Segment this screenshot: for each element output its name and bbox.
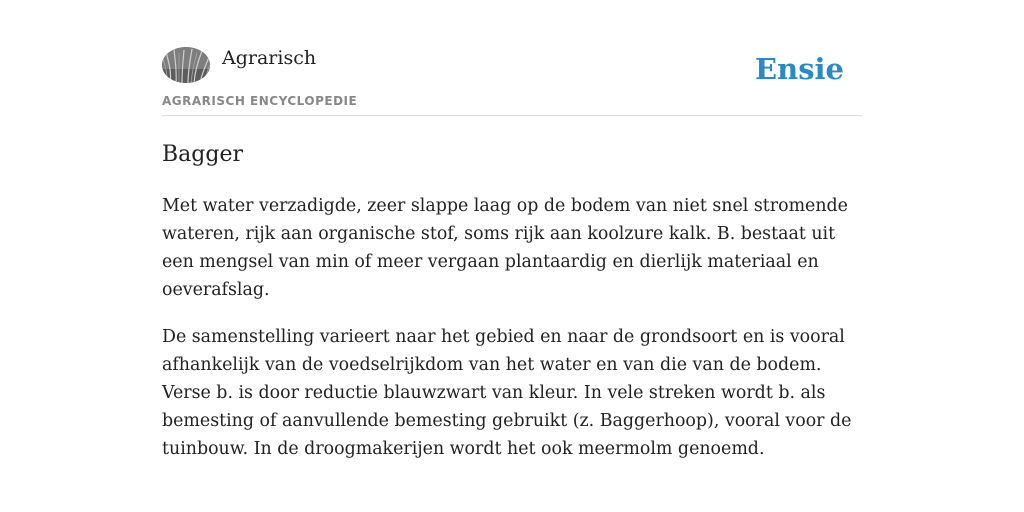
article-page	[162, 0, 862, 512]
article-body	[162, 192, 862, 482]
article-title: Bagger	[162, 142, 243, 167]
source-header	[162, 0, 862, 116]
source-name[interactable]: Agrarisch	[222, 47, 317, 69]
article-paragraph: Met water verzadigde, zeer slappe laag op de bodem van niet snel stromende wateren, rijk aan organische stof, soms rijk aan koolzure kalk. B. bestaat uit een mengsel van min of meer vergaan plantaardig en dierlijk materiaal en oeverafslag.	[162, 196, 848, 300]
source-avatar[interactable]	[162, 47, 210, 83]
site-logo[interactable]: Ensie	[755, 52, 844, 86]
source-subtitle: AGRARISCH ENCYCLOPEDIE	[162, 94, 358, 108]
article-paragraph: De samenstelling varieert naar het gebied en naar de grondsoort en is vooral afhankelijk van de voedselrijkdom van het water en van die van de bodem. Verse b. is door reductie blauwzwart van kleur. In vele streken wordt b. als bemesting of aanvullende bemesting gebruikt (z. Baggerhoop), vooral voor de tuinbouw. In de droogmakerijen wordt het ook meermolm genoemd.	[162, 327, 852, 459]
wheat-field-photo-icon	[162, 47, 210, 83]
